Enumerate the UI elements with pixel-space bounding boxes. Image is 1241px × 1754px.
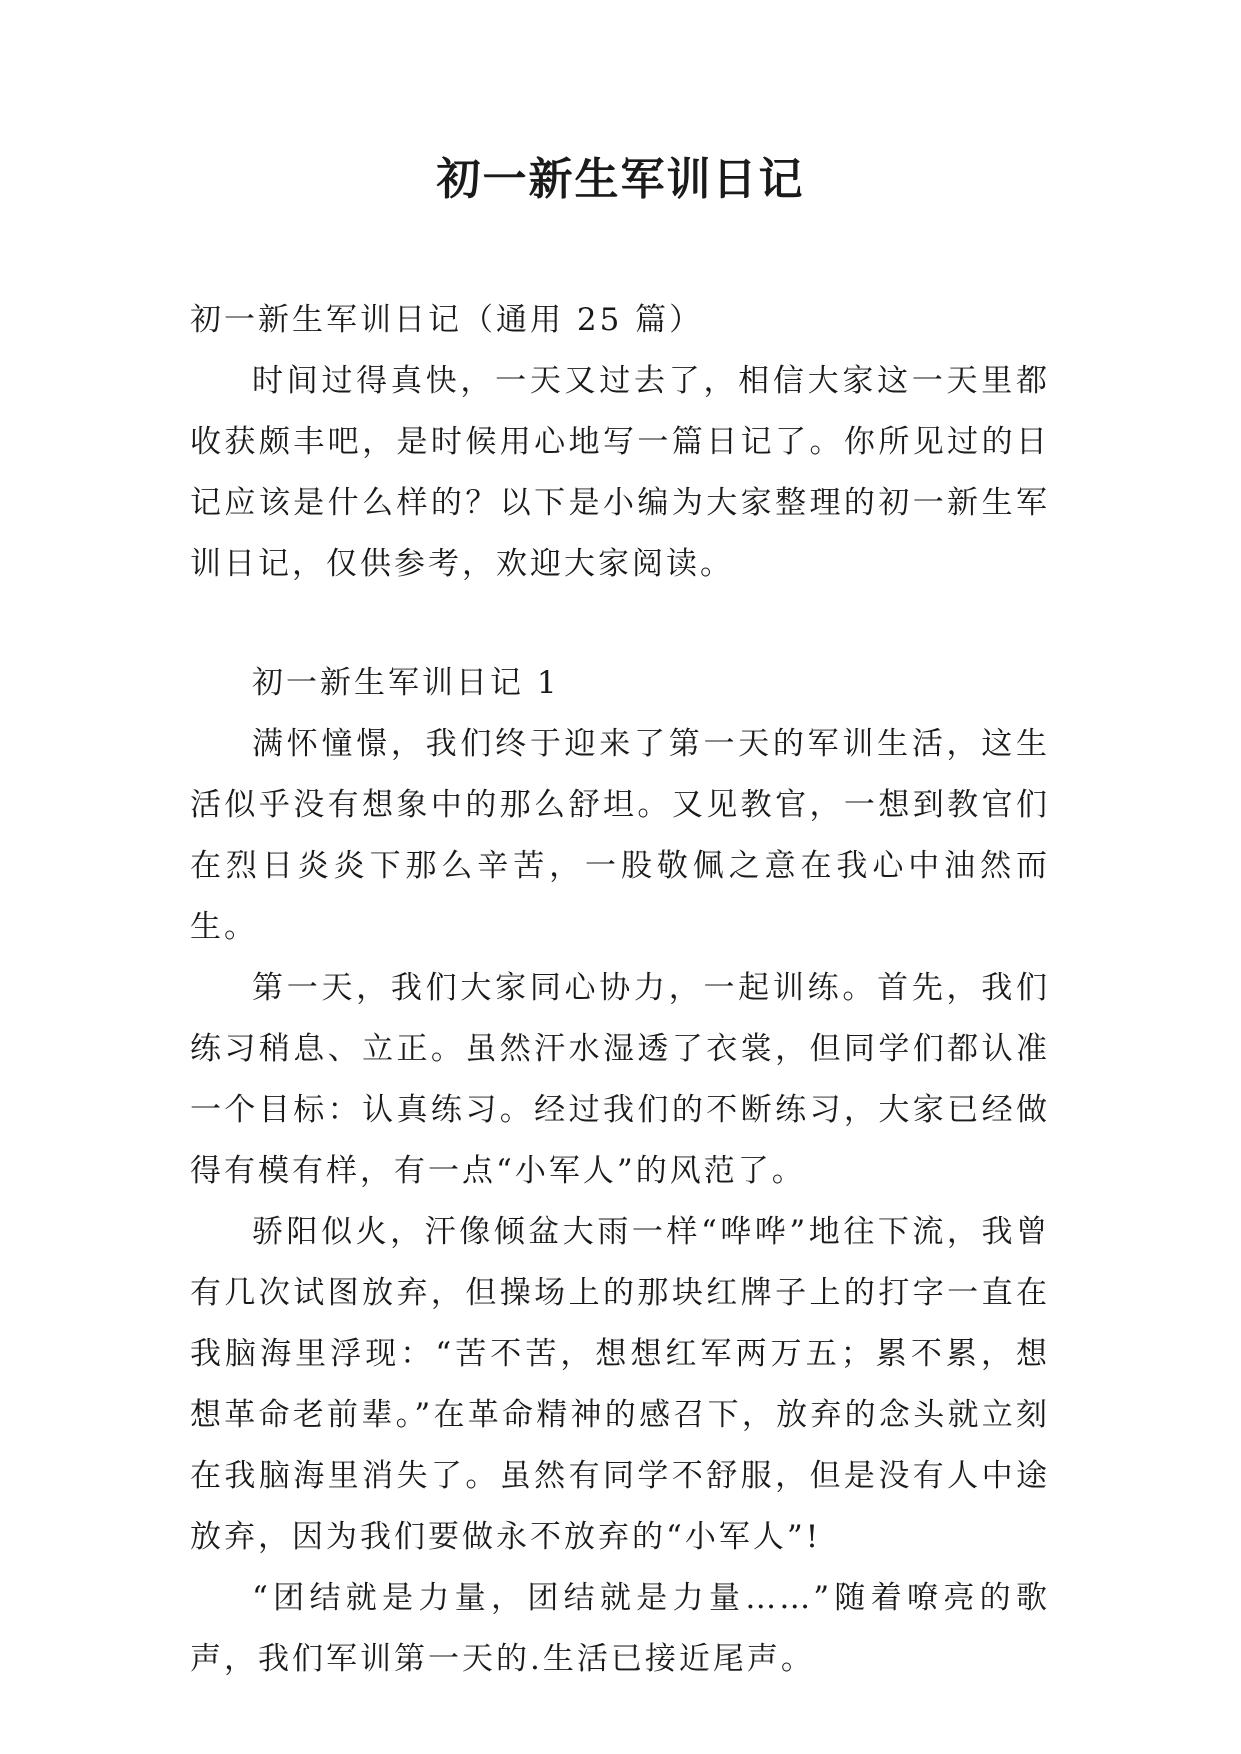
document-body bbox=[190, 290, 1050, 1690]
document-subtitle: 初一新生军训日记（通用 25 篇） bbox=[190, 302, 704, 338]
body-paragraph: 满怀憧憬，我们终于迎来了第一天的军训生活，这生活似乎没有想象中的那么舒坦。又见教官，一想到教官们在烈日炎炎下那么辛苦，一股敬佩之意在我心中油然而生。 bbox=[190, 726, 1050, 945]
body-paragraph: 骄阳似火，汗像倾盆大雨一样“哗哗”地往下流，我曾有几次试图放弃，但操场上的那块红牌子上的打字一直在我脑海里浮现：“苦不苦，想想红军两万五；累不累，想想革命老前辈。”在革命精神的感召下，放弃的念头就立刻在我脑海里消失了。虽然有同学不舒服，但是没有人中途放弃，因为我们要做永不放弃的“小军人”! bbox=[190, 1214, 1050, 1555]
intro-paragraph: 时间过得真快，一天又过去了，相信大家这一天里都收获颇丰吧，是时候用心地写一篇日记了。你所见过的日记应该是什么样的？以下是小编为大家整理的初一新生军训日记，仅供参考，欢迎大家阅读。 bbox=[190, 363, 1050, 582]
body-paragraph: “团结就是力量，团结就是力量……”随着嘹亮的歌声，我们军训第一天的.生活已接近尾声。 bbox=[190, 1580, 1050, 1677]
document-title: 初一新生军训日记 bbox=[436, 154, 805, 205]
section-heading: 初一新生军训日记 1 bbox=[252, 665, 560, 701]
body-paragraph: 第一天，我们大家同心协力，一起训练。首先，我们练习稍息、立正。虽然汗水湿透了衣裳，但同学们都认准一个目标：认真练习。经过我们的不断练习，大家已经做得有模有样，有一点“小军人”的风范了。 bbox=[190, 970, 1050, 1189]
